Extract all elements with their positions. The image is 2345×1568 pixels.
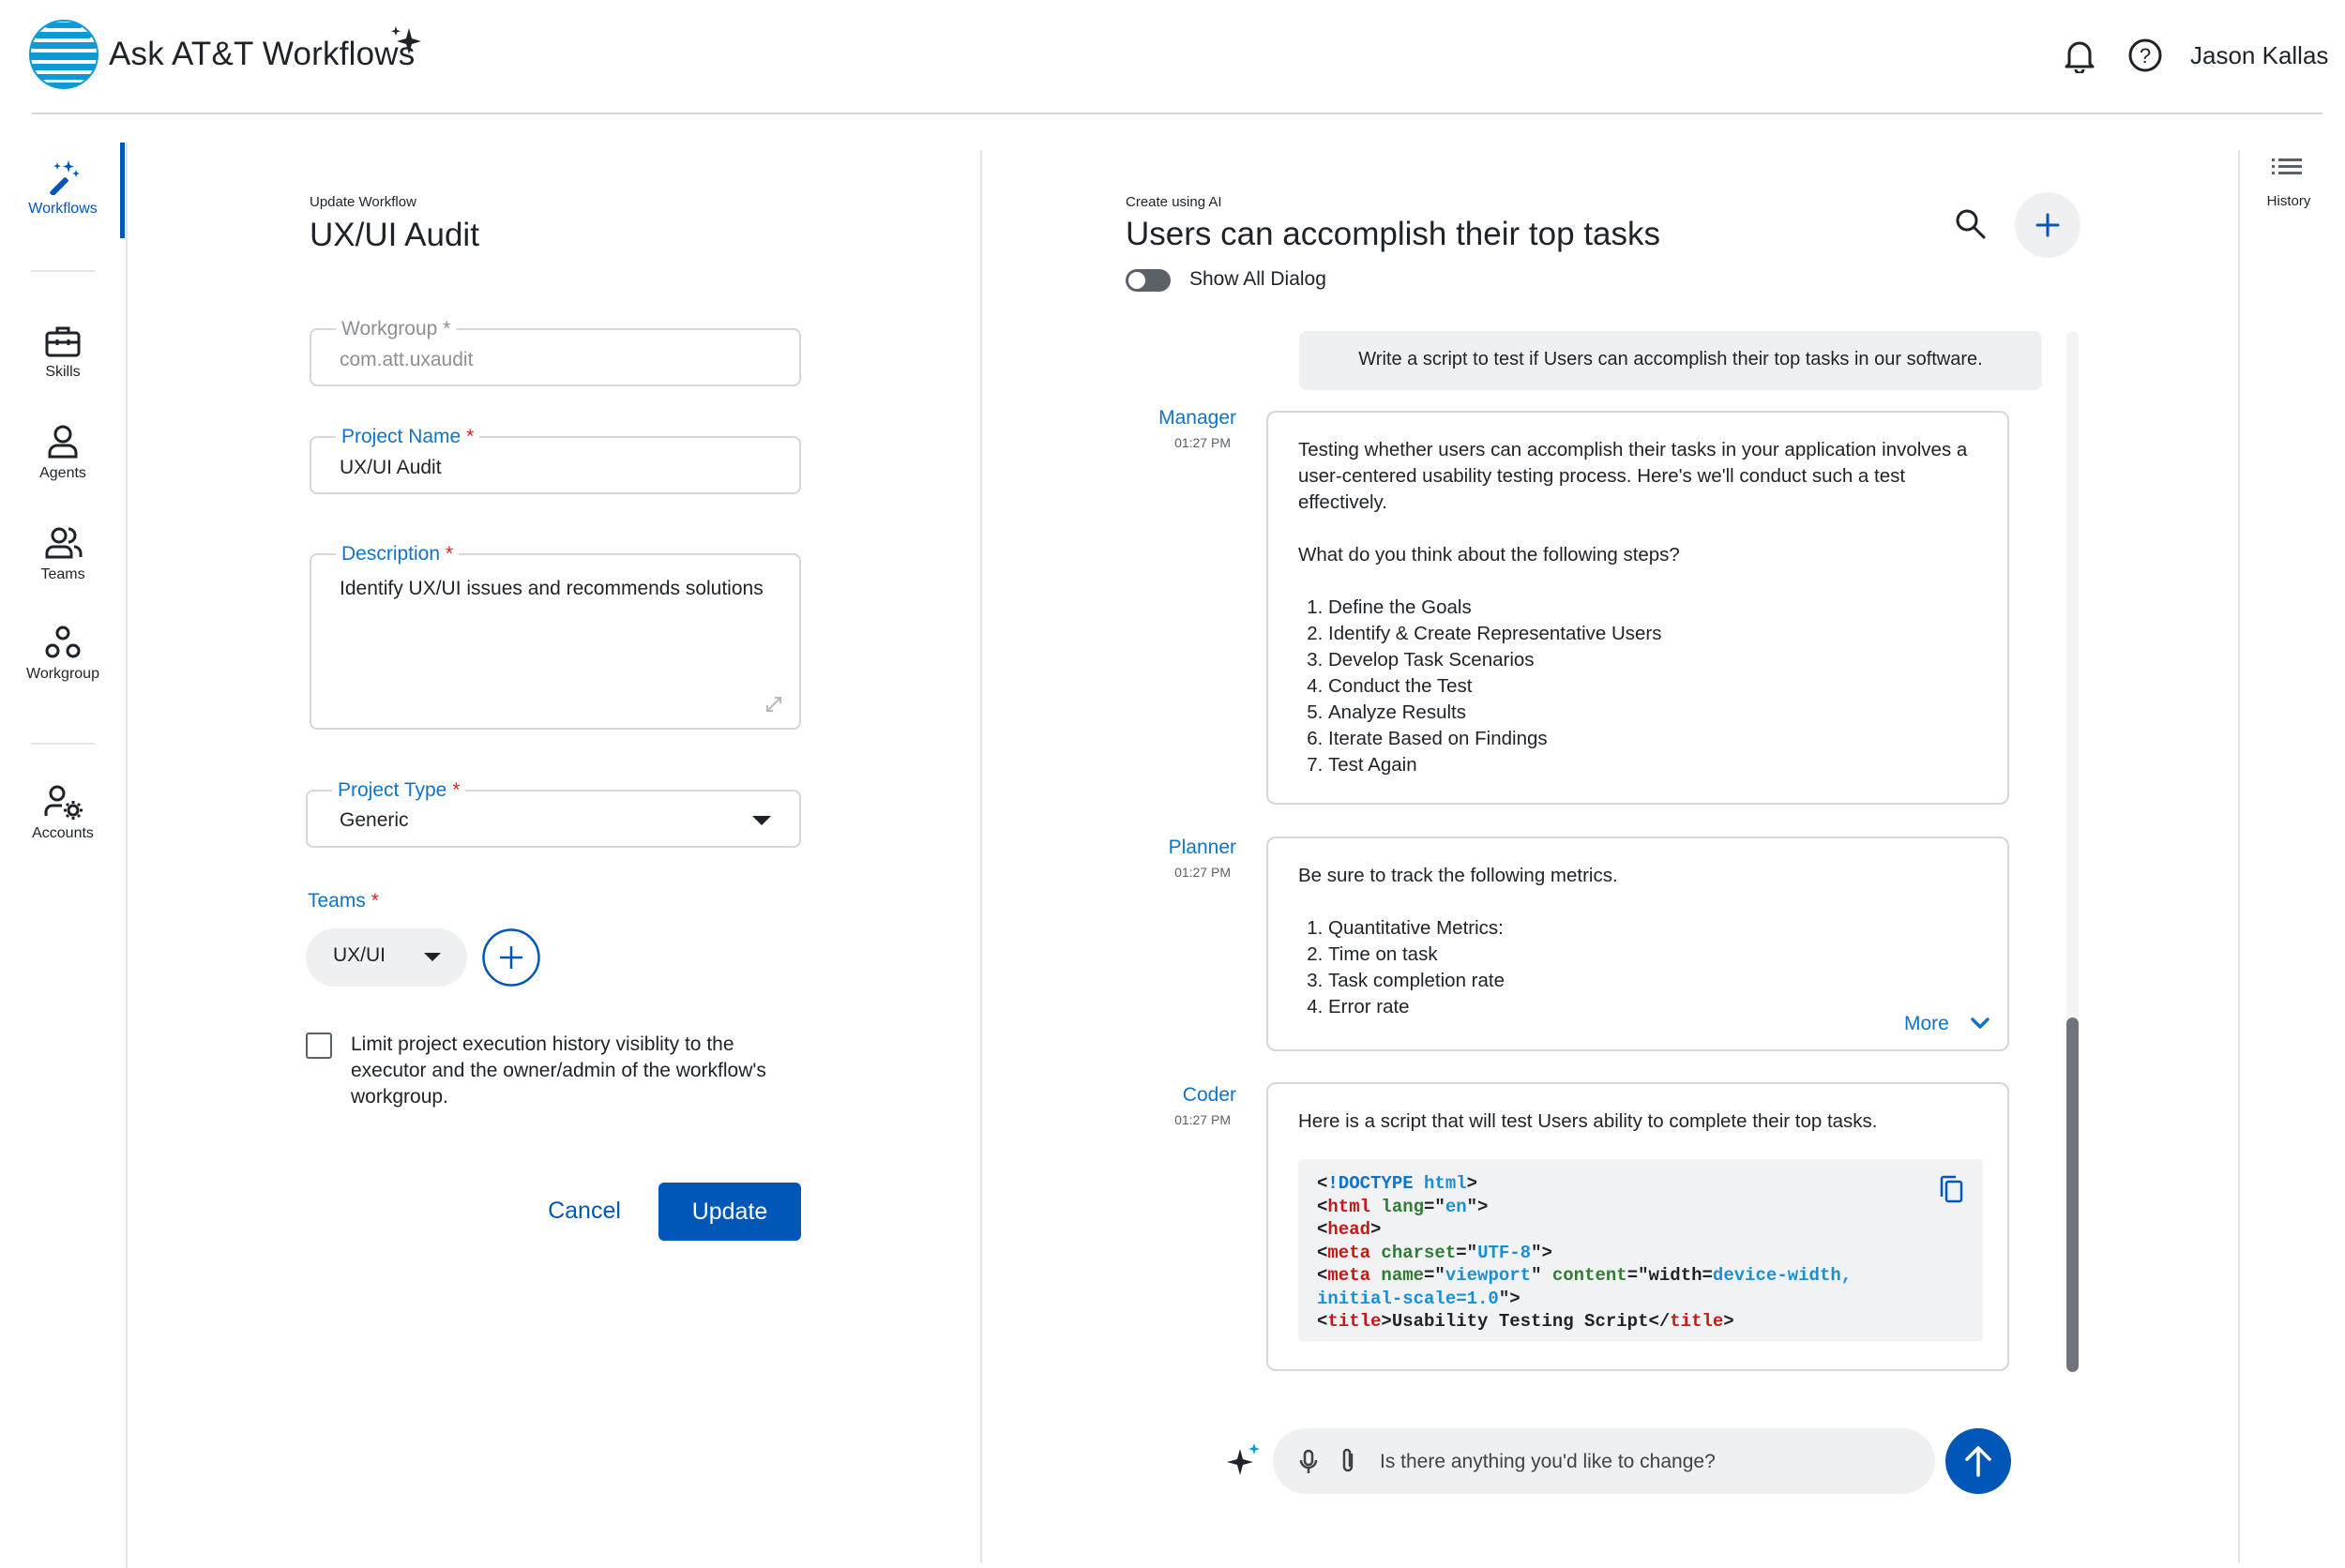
history-list-icon[interactable] bbox=[2272, 158, 2302, 180]
list-item: 6. Iterate Based on Findings bbox=[1328, 726, 1983, 752]
workgroup-value: com.att.uxaudit bbox=[340, 349, 474, 370]
search-icon[interactable] bbox=[1955, 208, 1987, 240]
user-name[interactable]: Jason Kallas bbox=[2190, 41, 2329, 69]
message-intro: Testing whether users can accomplish their tasks in your application involves a user-centered usability testing process. Here's we'll conduct such a test effectively. bbox=[1298, 439, 1968, 513]
message-question: What do you think about the following steps? bbox=[1298, 544, 1680, 565]
nav-item-skills[interactable] bbox=[0, 324, 126, 381]
project-type-value: Generic bbox=[340, 809, 409, 831]
project-name-label: Project Name * bbox=[336, 426, 479, 448]
message-role-planner: Planner bbox=[1168, 837, 1236, 858]
chat-title: Users can accomplish their top tasks bbox=[1126, 216, 1660, 252]
chevron-down-icon bbox=[752, 816, 771, 827]
add-team-button[interactable] bbox=[482, 928, 540, 987]
help-circle-icon[interactable] bbox=[2127, 38, 2163, 73]
nav-item-accounts[interactable] bbox=[0, 784, 126, 842]
arrow-up-icon bbox=[1945, 1428, 2011, 1494]
nav-separator-2 bbox=[31, 743, 95, 745]
ai-sparkle-icon bbox=[1225, 1441, 1263, 1479]
code-content: <!DOCTYPE html> <html lang="en"> <head> <meta charset="UTF-8"> <meta name="viewport" content="width=device-width, initial-scale=1.0"> <title>Usability Testing Script</title> bbox=[1317, 1173, 1853, 1332]
chat-message-input[interactable] bbox=[1378, 1428, 1916, 1496]
svg-text:?: ? bbox=[2139, 44, 2152, 68]
list-item: 7. Test Again bbox=[1328, 752, 1983, 778]
workgroup-field bbox=[310, 318, 801, 386]
list-item: 3. Develop Task Scenarios bbox=[1328, 647, 1983, 673]
user-prompt-bubble: Write a script to test if Users can accomplish their top tasks in our software. bbox=[1299, 331, 2042, 390]
form-title: UX/UI Audit bbox=[310, 217, 479, 253]
message-role-coder: Coder bbox=[1182, 1084, 1236, 1106]
message-time: 01:27 PM bbox=[1174, 865, 1231, 880]
nav-label-skills: Skills bbox=[45, 364, 81, 380]
message-time: 01:27 PM bbox=[1174, 1112, 1231, 1127]
message-card-planner bbox=[1266, 837, 2009, 1051]
person-icon bbox=[44, 424, 82, 460]
new-chat-button[interactable] bbox=[2015, 192, 2080, 258]
nav-item-workflows[interactable] bbox=[0, 158, 126, 218]
nav-item-agents[interactable] bbox=[0, 424, 126, 482]
microphone-icon[interactable] bbox=[1299, 1449, 1318, 1475]
magic-wand-icon bbox=[44, 158, 82, 195]
team-select-chip[interactable] bbox=[306, 928, 467, 987]
description-label: Description * bbox=[336, 543, 459, 565]
bell-icon[interactable] bbox=[2064, 38, 2095, 73]
briefcase-icon bbox=[44, 324, 82, 358]
more-label: More bbox=[1904, 1013, 1949, 1034]
chevron-down-icon[interactable] bbox=[1970, 1017, 1990, 1030]
workgroup-label: Workgroup * bbox=[336, 318, 456, 340]
steps-list bbox=[1298, 595, 1983, 778]
panel-divider-right bbox=[2238, 150, 2240, 1563]
chat-input-bar[interactable] bbox=[1273, 1428, 1935, 1494]
nav-separator bbox=[31, 270, 95, 272]
message-intro: Here is a script that will test Users ability to complete their top tasks. bbox=[1298, 1110, 1878, 1132]
show-all-dialog-label: Show All Dialog bbox=[1189, 268, 1326, 290]
limit-history-checkbox[interactable] bbox=[306, 1033, 332, 1059]
nav-label-agents: Agents bbox=[39, 465, 86, 481]
show-all-dialog-toggle[interactable] bbox=[1126, 269, 1171, 292]
app-title: Ask AT&T Workflows bbox=[109, 36, 416, 72]
history-label[interactable]: History bbox=[2266, 193, 2311, 209]
resize-handle-icon[interactable] bbox=[764, 694, 784, 715]
chevron-down-icon bbox=[424, 953, 441, 963]
team-chip-value: UX/UI bbox=[333, 944, 386, 966]
project-name-field[interactable] bbox=[310, 426, 801, 494]
nav-label-workgroup: Workgroup bbox=[26, 666, 99, 682]
code-block bbox=[1298, 1159, 1983, 1341]
plus-icon bbox=[2015, 192, 2080, 258]
list-item: 4. Conduct the Test bbox=[1328, 673, 1983, 700]
toggle-knob bbox=[1128, 272, 1145, 289]
list-item: 1. Quantitative Metrics: bbox=[1328, 915, 1983, 942]
description-value[interactable]: Identify UX/UI issues and recommends solutions bbox=[340, 578, 764, 599]
nav-label-accounts: Accounts bbox=[32, 825, 94, 841]
list-item: 5. Analyze Results bbox=[1328, 700, 1983, 726]
metrics-list bbox=[1298, 915, 1983, 1020]
message-body bbox=[1298, 863, 1983, 1020]
project-type-select[interactable] bbox=[306, 779, 801, 848]
att-globe-logo bbox=[28, 19, 99, 90]
copy-icon[interactable] bbox=[1938, 1174, 1964, 1204]
nav-border bbox=[126, 143, 128, 1568]
update-button[interactable]: Update bbox=[658, 1183, 801, 1241]
list-item: 2. Time on task bbox=[1328, 942, 1983, 968]
list-item: 3. Task completion rate bbox=[1328, 968, 1983, 994]
list-item: 4. Error rate bbox=[1328, 994, 1983, 1020]
project-type-label: Project Type * bbox=[332, 779, 465, 802]
message-role-manager: Manager bbox=[1158, 407, 1236, 429]
cancel-button[interactable]: Cancel bbox=[525, 1182, 643, 1240]
nav-item-workgroup[interactable] bbox=[0, 625, 126, 683]
panel-divider-left bbox=[980, 150, 982, 1563]
form-kicker: Update Workflow bbox=[310, 194, 416, 210]
message-time: 01:27 PM bbox=[1174, 435, 1231, 450]
chat-scrollbar-thumb[interactable] bbox=[2066, 1018, 2079, 1372]
more-link[interactable] bbox=[1904, 1013, 1949, 1035]
workgroup-icon bbox=[44, 625, 82, 660]
send-button[interactable] bbox=[1945, 1428, 2011, 1494]
message-card-manager bbox=[1266, 411, 2009, 805]
user-settings-icon bbox=[44, 784, 82, 820]
message-body bbox=[1298, 437, 1983, 778]
nav-label-teams: Teams bbox=[40, 566, 85, 582]
project-name-value[interactable]: UX/UI Audit bbox=[340, 457, 442, 478]
limit-history-text: Limit project execution history visiblity to the executor and the owner/admin of the workflow's workgroup. bbox=[351, 1033, 766, 1108]
attachment-icon[interactable] bbox=[1339, 1447, 1357, 1475]
nav-label-workflows: Workflows bbox=[28, 201, 98, 217]
teams-label: Teams * bbox=[308, 890, 379, 912]
list-item: 2. Identify & Create Representative Users bbox=[1328, 621, 1983, 647]
group-icon bbox=[44, 525, 82, 561]
list-item: 1. Define the Goals bbox=[1328, 595, 1983, 621]
message-intro: Be sure to track the following metrics. bbox=[1298, 865, 1618, 886]
nav-item-teams[interactable] bbox=[0, 525, 126, 583]
description-field[interactable] bbox=[310, 543, 801, 730]
sparkle-icon bbox=[390, 26, 422, 58]
header-divider bbox=[32, 113, 2322, 114]
chat-kicker: Create using AI bbox=[1126, 194, 1222, 210]
